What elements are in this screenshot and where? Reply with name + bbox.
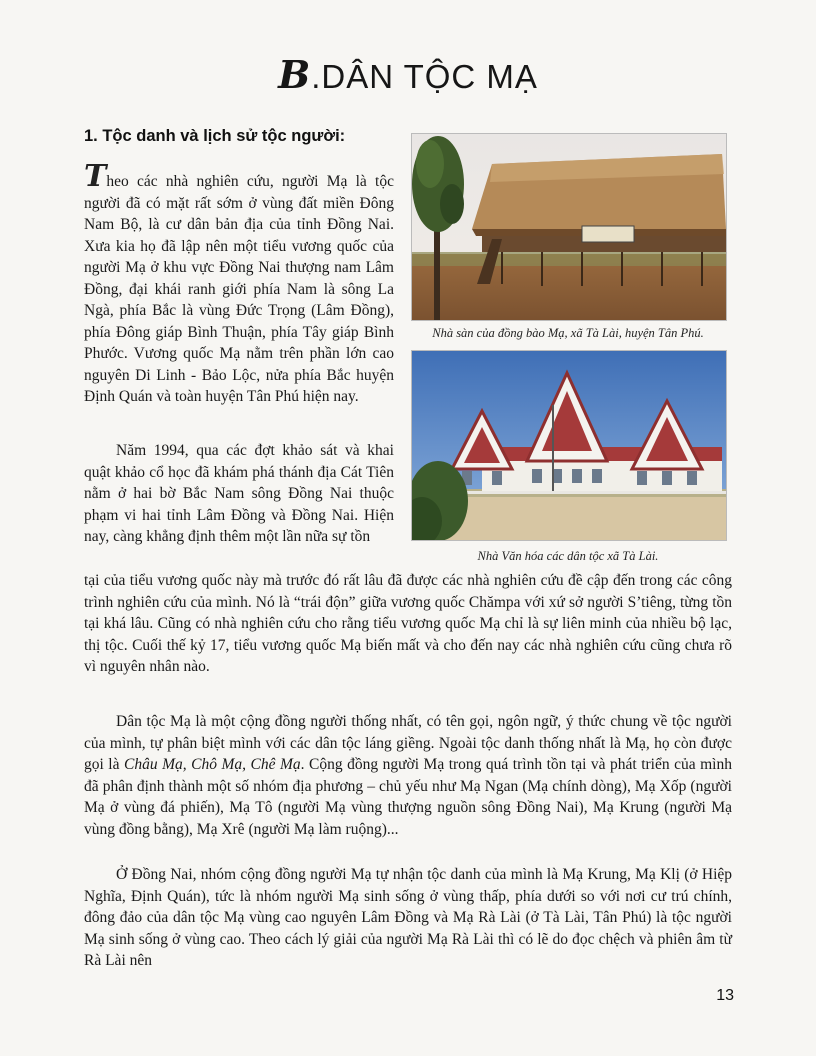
drop-cap: T xyxy=(84,159,107,194)
paragraph-3-italic: Châu Mạ, Chô Mạ, Chê Mạ xyxy=(124,756,301,773)
title-ornate-letter: B xyxy=(278,52,312,97)
stilt-house-caption: Nhà sàn của đồng bào Mạ, xã Tà Lài, huyện Tân Phú. xyxy=(432,326,704,340)
cultural-house-caption: Nhà Văn hóa các dân tộc xã Tà Lài. xyxy=(477,549,659,563)
page-title xyxy=(0,52,816,97)
paragraph-1 xyxy=(84,159,394,408)
paragraph-1-text: heo các nhà nghiên cứu, người Mạ là tộc người đã có mặt rất sớm ở vùng đất miền Đông Nam Bộ, là cư dân bản địa của tỉnh Đồng Nai. Xưa kia họ đã lập nên một tiểu vương quốc của người Mạ ở khu vực Đồng Nai thượng nam Lâm Đồng, đại khái ranh giới phía Nam là sông La Ngà, phía Bắc là vùng Đức Trọng (Lâm Đồng), phía Đông giáp Bình Thuận, phía Tây giáp Bình Phước. Vương quốc Mạ nằm trên phần lớn cao nguyên Di Linh - Bảo Lộc, nửa phía Bắc huyện Định Quán và toàn huyện Tân Phú hiện nay. xyxy=(84,173,394,405)
paragraph-3-text-a: Dân tộc Mạ là một cộng đồng người thống nhất, có tên gọi, ngôn ngữ, ý thức chung về tộc người của mình, tự phân biệt mình với các dân tộc láng giềng. Ngoài tộc danh thống nhất là Mạ, họ còn được gọi là xyxy=(84,713,732,773)
paragraph-4: Ở Đồng Nai, nhóm cộng đồng người Mạ tự nhận tộc danh của mình là Mạ Krung, Mạ Klị (ở Hiệp Nghĩa, Định Quán), tức là nhóm người Mạ sinh sống ở vùng thấp, phía dưới so với nơi cư trú chính, đông đảo của dân tộc Mạ vùng cao nguyên Lâm Đồng và Mạ Rà Lài (ở Tà Lài, Tân Phú) là tộc người Mạ sinh sống ở vùng cao. Theo cách lý giải của người Mạ Rà Lài thì có lẽ do đọc chệch và phiên âm từ Rà Lài nên xyxy=(84,866,732,969)
paragraph-2: Năm 1994, qua các đợt khảo sát và khai quật khảo cổ học đã khám phá thánh địa Cát Tiên nằm ở hai bờ Bắc Nam sông Đồng Nai thuộc phạm vi hai tỉnh Lâm Đồng và Đồng Nai. Hiện nay, càng khẳng định thêm một lần nữa sự tồn xyxy=(84,442,394,545)
page-number: 13 xyxy=(716,987,734,1004)
title-text: .DÂN TỘC MẠ xyxy=(311,58,538,95)
section-heading: 1. Tộc danh và lịch sử tộc người: xyxy=(84,127,346,145)
cultural-house-photo xyxy=(411,350,727,541)
paragraph-3 xyxy=(84,711,732,840)
paragraph-3-text-b: . Cộng đồng người Mạ trong quá trình tồn tại và phát triển của mình đã phân định thành một số nhóm địa phương – chủ yếu như Mạ Ngan (Mạ chính dòng), Mạ Xốp (người Mạ ở vùng đá phiến), Mạ Tô (người Mạ vùng thượng nguồn sông Đồng Nai), Mạ Krung (người Mạ vùng đồng bằng), Mạ Xrê (người Mạ làm ruộng)... xyxy=(84,756,732,838)
paragraph-2-continued: tại của tiểu vương quốc này mà trước đó rất lâu đã được các nhà nghiên cứu đề cập đến trong các công trình nghiên cứu của mình. Nó là “trái độn” giữa vương quốc Chămpa với xứ sở người S’tiêng, từng tồn tại khá lâu. Cũng có nhà nghiên cứu cho rằng tiểu vương quốc Mạ chỉ là sự liên minh của nhiều bộ lạc, thị tộc. Cuối thế kỷ 17, tiểu vương quốc Mạ biến mất và cho đến nay các nhà nghiên cứu cũng chưa rõ vì nguyên nhân nào. xyxy=(84,572,732,675)
stilt-house-photo xyxy=(411,133,727,321)
